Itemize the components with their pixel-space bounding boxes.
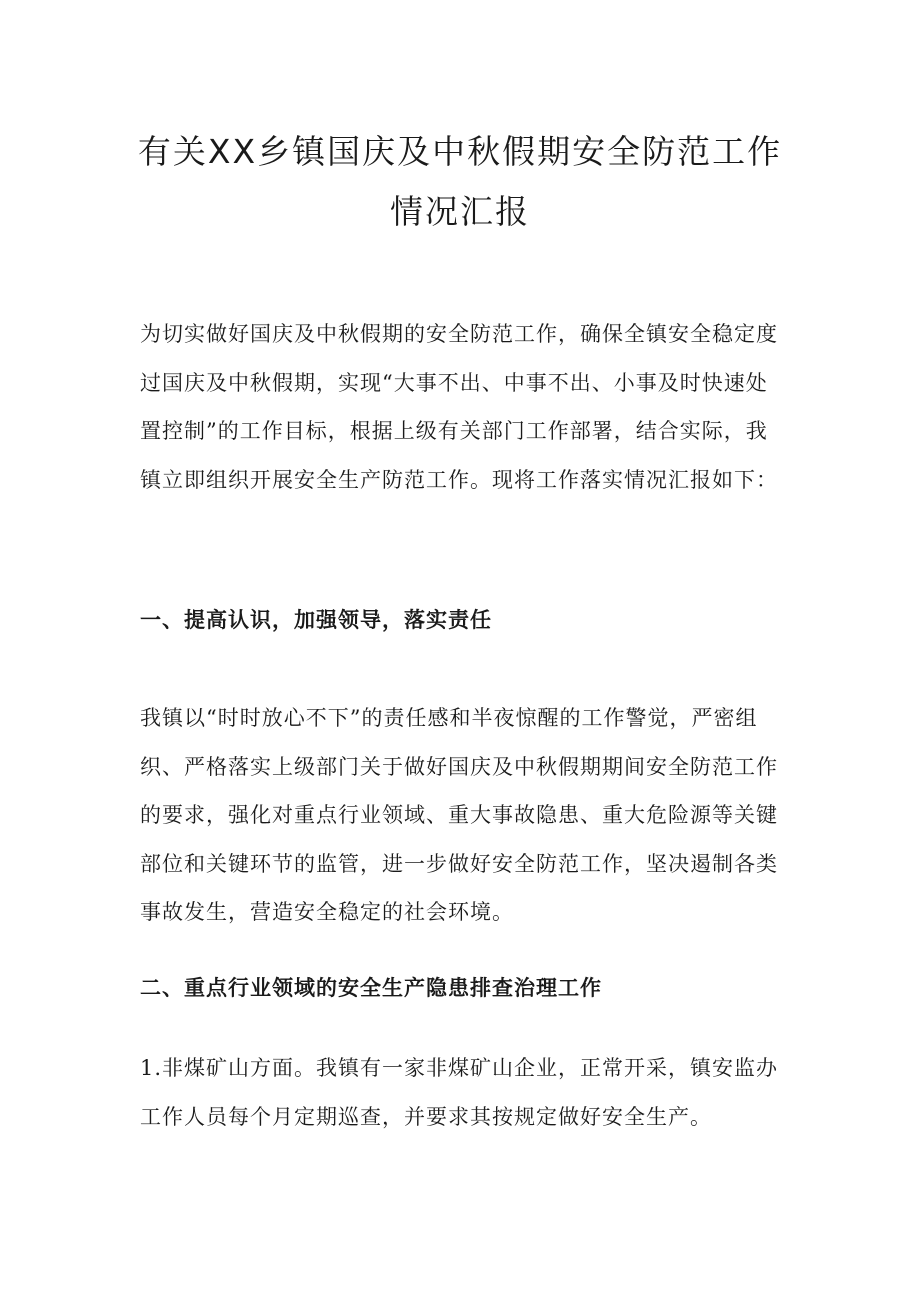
section-1-paragraph: 我镇以“时时放心不下”的责任感和半夜惊醒的工作警觉，严密组织、严格落实上级部门关于做好国庆及中秋假期期间安全防范工作的要求，强化对重点行业领域、重大事故隐患、重大危险源等关键部位和关键环节的监管，进一步做好安全防范工作，坚决遏制各类事故发生，营造安全稳定的社会环境。	[140, 706, 778, 924]
section-2-heading: 二、重点行业领域的安全生产隐患排查治理工作	[140, 975, 602, 1000]
intro-paragraph: 为切实做好国庆及中秋假期的安全防范工作，确保全镇安全稳定度过国庆及中秋假期，实现“大事不出、中事不出、小事及时快速处置控制”的工作目标，根据上级有关部门工作部署，结合实际，我镇立即组织开展安全生产防范工作。现将工作落实情况汇报如下：	[140, 322, 778, 492]
section-2-item-1: 1.非煤矿山方面。我镇有一家非煤矿山企业，正常开采，镇安监办工作人员每个月定期巡查，并要求其按规定做好安全生产。	[140, 1056, 779, 1129]
document-title-line-1: 有关XX乡镇国庆及中秋假期安全防范工作	[137, 132, 783, 171]
section-1-heading: 一、提高认识，加强领导，落实责任	[140, 607, 492, 632]
document-title-line-2: 情况汇报	[390, 192, 530, 231]
